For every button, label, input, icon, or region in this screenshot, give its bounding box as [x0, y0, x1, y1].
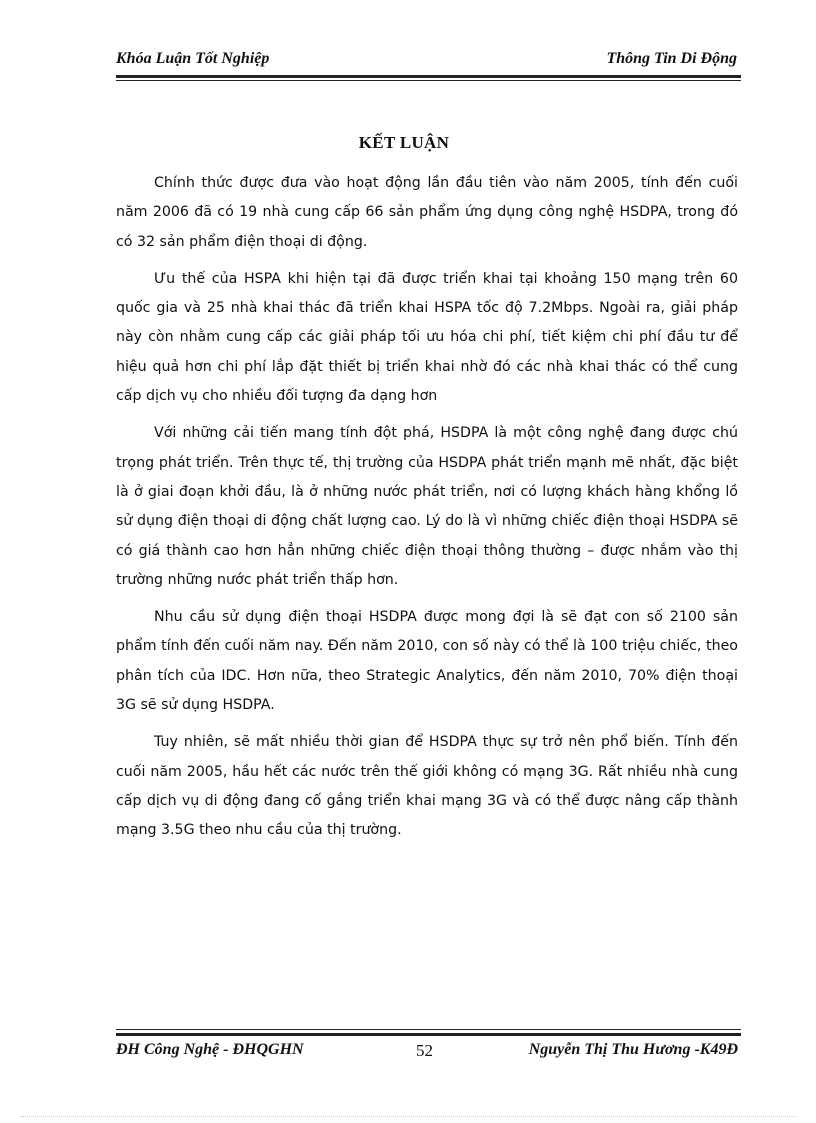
page-footer — [116, 1041, 740, 1063]
page-number: 52 — [416, 1041, 433, 1060]
footer-author: Nguyễn Thị Thu Hương -K49Đ — [528, 1041, 738, 1058]
section-title: KẾT LUẬN — [358, 133, 450, 152]
header-rule-thin — [116, 80, 741, 81]
page-edge-divider — [20, 1116, 796, 1117]
paragraph-5: Tuy nhiên, sẽ mất nhiều thời gian để HSDPA thực sự trở nên phổ biến. Tính đến cuối năm 2005, hầu hết các nước trên thế giới không có mạng 3G. Rất nhiều nhà cung cấp dịch vụ di động đang cố gắng triển khai mạng 3G và có thể được nâng cấp thành mạng 3.5G theo nhu cầu của thị trường. — [116, 734, 738, 839]
footer-university: ĐH Công Nghệ - ĐHQGHN — [116, 1041, 304, 1058]
paragraph-2: Ưu thế của HSPA khi hiện tại đã được triển khai tại khoảng 150 mạng trên 60 quốc gia và 25 nhà khai thác đã triển khai HSPA tốc độ 7.2Mbps. Ngoài ra, giải pháp này còn nhằm cung cấp các giải pháp tối ưu hóa chi phí, tiết kiệm chi phí đầu tư để hiệu quả hơn chi phí lắp đặt thiết bị triển khai nhờ đó các nhà khai thác có thể cung cấp dịch vụ cho nhiều đối tượng đa dạng hơn — [116, 270, 738, 405]
footer-rule-thick — [116, 1033, 741, 1036]
body-text — [116, 169, 738, 854]
paragraph-4: Nhu cầu sử dụng điện thoại HSDPA được mong đợi là sẽ đạt con số 2100 sản phẩm tính đến cuối năm nay. Đến năm 2010, con số này có thể là 100 triệu chiếc, theo phân tích của IDC. Hơn nữa, theo Strategic Analytics, đến năm 2010, 70% điện thoại 3G sẽ sử dụng HSDPA. — [116, 609, 738, 714]
header-left-title: Khóa Luận Tốt Nghiệp — [116, 50, 270, 67]
header-rule-thick — [116, 75, 741, 78]
paragraph-3: Với những cải tiến mang tính đột phá, HSDPA là một công nghệ đang được chú trọng phát triển. Trên thực tế, thị trường của HSDPA phát triển mạnh mẽ nhất, đặc biệt là ở giai đoạn khởi đầu, là ở những nước phát triển, nơi có lượng khách hàng khổng lồ sử dụng điện thoại di động chất lượng cao. Lý do là vì những chiếc điện thoại HSDPA sẽ có giá thành cao hơn hẳn những chiếc điện thoại thông thường – được nhắm vào thị trường những nước phát triển thấp hơn. — [116, 425, 738, 588]
footer-rule-thin — [116, 1029, 741, 1030]
header-right-title: Thông Tin Di Động — [606, 50, 737, 67]
paragraph-1: Chính thức được đưa vào hoạt động lần đầu tiên vào năm 2005, tính đến cuối năm 2006 đã có 19 nhà cung cấp 66 sản phẩm ứng dụng công nghệ HSDPA, trong đó có 32 sản phẩm điện thoại di động. — [116, 175, 738, 250]
page-header — [116, 50, 740, 72]
